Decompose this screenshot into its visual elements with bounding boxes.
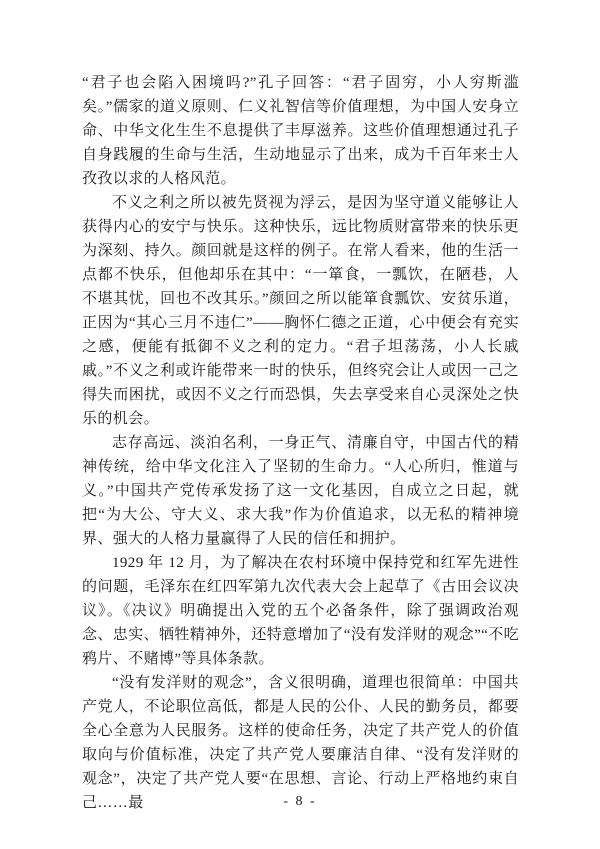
paragraph-1: “君子也会陷入困境吗?”孔子回答：“君子固穷，小人穷斯滥矣。”儒家的道义原则、仁义礼智信等价值理想，为中国人安身立命、中华文化生生不息提供了丰厚滋养。这些价值理想通过孔子自身践履的生命与生活，生动地显示了出来，成为千百年来士人孜孜以求的人格风范。 [82,75,519,187]
page-number: - 8 - [283,794,317,809]
paragraph-4: 1929 年 12 月，为了解决在农村环境中保持党和红军先进性的问题，毛泽东在红四军第九次代表大会上起草了《古田会议决议》。《决议》明确提出入党的五个必备条件，除了强调政治观念、忠实、牺牲精神外，还特意增加了“没有发洋财的观念”“不吃鸦片、不赌博”等具体条款。 [82,555,519,667]
paragraph-2: 不义之利之所以被先贤视为浮云，是因为坚守道义能够让人获得内心的安宁与快乐。这种快乐，远比物质财富带来的快乐更为深刻、持久。颜回就是这样的例子。在常人看来，他的生活一点都不快乐，但他却乐在其中：“一箪食，一瓢饮，在陋巷，人不堪其忧，回也不改其乐。”颜回之所以能箪食瓢饮、安贫乐道，正因为“其心三月不违仁”——胸怀仁德之正道，心中便会有充实之感，便能有抵御不义之利的定力。“君子坦荡荡，小人长戚戚。”不义之利或许能带来一时的快乐，但终究会让人或因一己之得失而困扰，或因不义之行而恐惧，失去享受来自心灵深处之快乐的机会。 [82,195,519,427]
page-text-block [82,71,519,815]
paragraph-3: 志存高远、淡泊名利，一身正气、清廉自守，中国古代的精神传统，给中华文化注入了坚韧的生命力。“人心所归，惟道与义。”中国共产党传承发扬了这一文化基因，自成立之日起，就把“为大公、守大义、求大我”作为价值追求，以无私的精神境界、强大的人格力量赢得了人民的信任和拥护。 [82,435,519,547]
paragraph-5: “没有发洋财的观念”，含义很明确，道理也很简单：中国共产党人，不论职位高低，都是人民的公仆、人民的勤务员，都要全心全意为人民服务。这样的使命任务，决定了共产党人的价值取向与价值标准，决定了共产党人要廉洁自律、“没有发洋财的观念”，决定了共产党人要“在思想、言论、行动上严格地约束自己……最 [82,675,519,811]
